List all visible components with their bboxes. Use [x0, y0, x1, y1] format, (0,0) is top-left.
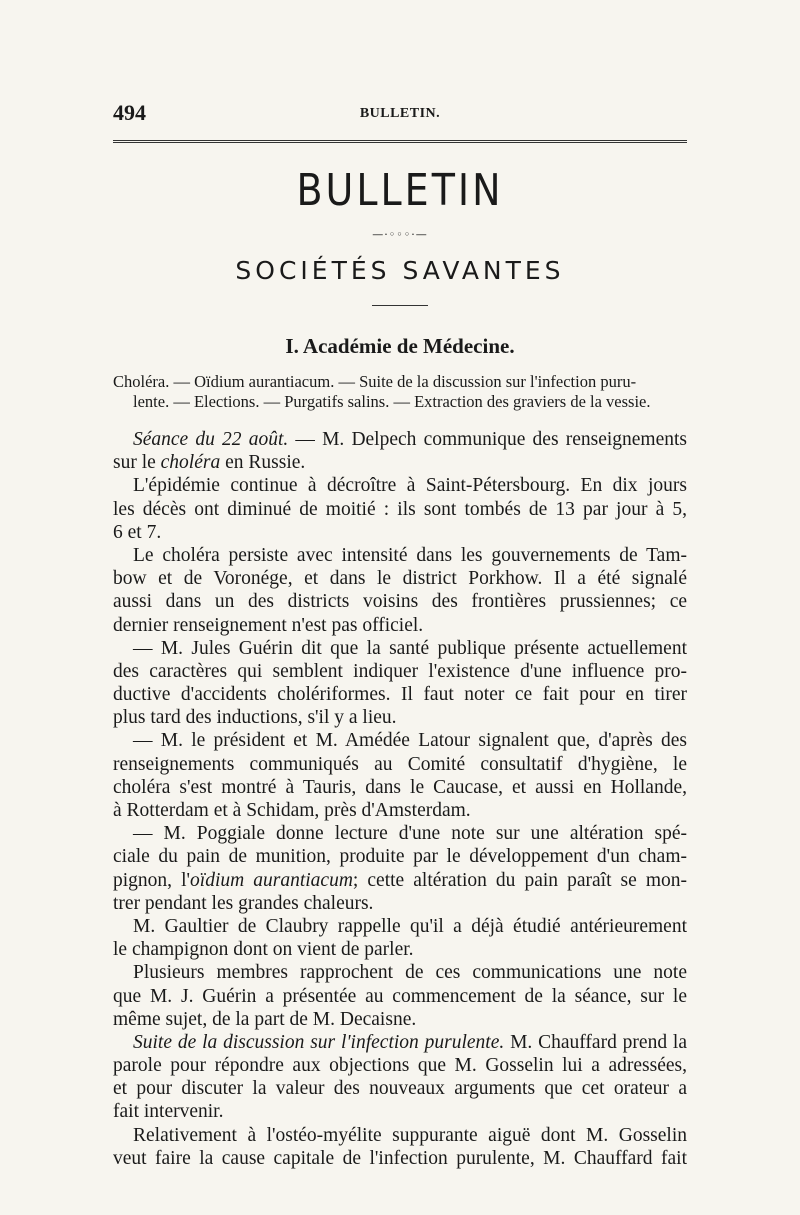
text-line: — M. Jules Guérin dit que la santé publique présente actuellement	[133, 637, 687, 659]
header-rule	[113, 140, 687, 143]
text-line: trer pendant les grandes chaleurs.	[113, 892, 374, 914]
text-line: pignon, l'oïdium aurantiacum; cette altération du pain paraît se mon-	[113, 869, 687, 891]
text-line: bow et de Voronége, et dans le district Porkhow. Il a été signalé	[113, 568, 687, 590]
text-line: choléra s'est montré à Tauris, dans le Caucase, et aussi en Hollande,	[113, 776, 687, 798]
page-number: 494	[113, 100, 146, 125]
body-text	[113, 428, 687, 1170]
text-line: 6 et 7.	[113, 521, 162, 543]
summary-line: lente. — Elections. — Purgatifs salins. — Extraction des graviers de la vessie.	[133, 392, 651, 411]
text-line: dernier renseignement n'est pas officiel.	[113, 614, 424, 636]
text-line: aussi dans un des districts voisins des frontières prussiennes; ce	[113, 591, 687, 613]
text-line: Séance du 22 août. — M. Delpech communique des renseignements	[133, 429, 687, 450]
running-head	[113, 100, 687, 124]
text-line: à Rotterdam et à Schidam, près d'Amsterdam.	[113, 800, 471, 821]
text-line: Relativement à l'ostéo-myélite suppurante aiguë dont M. Gosselin	[133, 1124, 687, 1146]
title-ornament: —·◦◦◦·—	[372, 228, 428, 241]
text-line: que M. J. Guérin a présentée au commencement de la séance, sur le	[113, 985, 687, 1007]
text-line: — M. Poggiale donne lecture d'une note sur une altération spé-	[133, 823, 687, 845]
running-head-title: BULLETIN.	[359, 106, 441, 121]
text-line: et pour discuter la valeur des nouveaux arguments que cet orateur a	[113, 1078, 687, 1100]
text-line: sur le choléra en Russie.	[113, 452, 306, 474]
short-divider	[372, 305, 428, 306]
text-line: le champignon dont on vient de parler.	[113, 939, 414, 961]
text-line: les décès ont diminué de moitié : ils sont tombés de 13 par jour à 5,	[113, 498, 687, 520]
summary-block	[113, 372, 687, 412]
text-line: parole pour répondre aux objections que M. Gosselin lui a adressées,	[113, 1055, 687, 1077]
text-line: Le choléra persiste avec intensité dans les gouvernements de Tam-	[133, 544, 687, 566]
text-line: Suite de la discussion sur l'infection purulente. M. Chauffard prend la	[133, 1031, 687, 1053]
summary-line: Choléra. — Oïdium aurantiacum. — Suite de la discussion sur l'infection puru-	[113, 372, 637, 391]
text-line: fait intervenir.	[113, 1101, 224, 1123]
text-line: renseignements communiqués au Comité consultatif d'hygiène, le	[113, 753, 687, 775]
text-line: L'épidémie continue à décroître à Saint-Pétersbourg. En dix jours	[133, 475, 687, 497]
text-line: — M. le président et M. Amédée Latour signalent que, d'après des	[133, 730, 687, 752]
text-line: même sujet, de la part de M. Decaisne.	[113, 1008, 417, 1030]
section-heading: I. Académie de Médecine.	[285, 334, 515, 358]
text-line: M. Gaultier de Claubry rappelle qu'il a déjà étudié antérieurement	[133, 915, 687, 937]
text-line: ductive d'accidents cholériformes. Il faut noter ce fait pour en tirer	[113, 684, 687, 706]
page-title: BULLETIN	[296, 164, 504, 216]
section-subtitle: SOCIÉTÉS SAVANTES	[235, 256, 565, 285]
text-line: ciale du pain de munition, produite par le développement d'un cham-	[113, 846, 687, 868]
text-line: Plusieurs membres rapprochent de ces communications une note	[133, 962, 687, 984]
text-line: des caractères qui semblent indiquer l'existence d'une influence pro-	[113, 660, 687, 682]
text-line: plus tard des inductions, s'il y a lieu.	[113, 707, 397, 729]
text-line: veut faire la cause capitale de l'infection purulente, M. Chauffard fait	[113, 1147, 687, 1169]
